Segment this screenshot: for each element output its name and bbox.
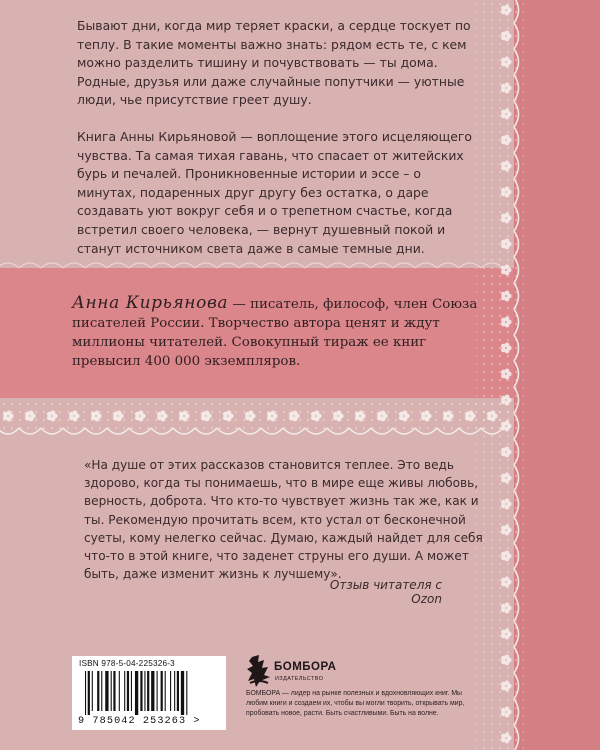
author-bio: — писатель, философ, член Союза писателей России. Творчество автора ценят и ждут миллионы читателей. Совокупный тираж ее книг превысил 400 000 экземпляров. xyxy=(72,297,478,369)
bombora-logo-icon xyxy=(246,653,272,687)
description-paragraph: Книга Анны Кирьяновой — воплощение этого исцеляющего чувства. Та самая тихая гавань, что спасает от житейских бурь и печалей. Проникновенные истории и эссе – о минутах, подаренных друг другу без остатка, о даре создавать уют вокруг себя и о трепетном счастье, когда встретил своего человека, — вернут душевный покой и станут источником света даже в самые темные дни. xyxy=(77,129,472,256)
publisher-name: БОМБОРА xyxy=(274,661,337,673)
barcode-bars xyxy=(85,671,219,715)
intro-paragraph: Бывают дни, когда мир теряет краски, а сердце тоскует по теплу. В такие моменты важно знать: рядом есть те, с кем можно разделить тишину и почувствовать — ты дома. Родные, друзья или даже случайные попутчики — уютные люди, чье присутствие греет душу. xyxy=(77,18,471,108)
barcode-digits: 9 785042 253263 > xyxy=(78,716,201,727)
author-name: Анна Кирьянова xyxy=(72,293,229,313)
publisher-subtitle: ИЗДАТЕЛЬСТВО xyxy=(275,676,324,682)
isbn-label: ISBN 978-5-04-225326-3 xyxy=(79,659,175,668)
author-info xyxy=(72,294,492,371)
publisher-description: БОМБОРА — лидер на рынке полезных и вдохновляющих книг. Мы любим книги и создаем их, чтобы вы могли творить, открывать мир, пробовать новое, расти. Быть счастливыми. Быть на волне. xyxy=(246,690,465,717)
quote-source: Отзыв читателя с Ozon xyxy=(329,578,442,606)
reader-quote: «На душе от этих рассказов становится теплее. Это ведь здорово, когда ты понимаешь, что в мире еще живы любовь, верность, доброта. Что кто-то чувствует жизнь так же, как и ты. Рекомендую прочитать всем, кто устал от бесконечной суеты, кому нелегко сейчас. Думаю, каждый найдет для себя что-то в этой книге, что заденет струны его души. А может быть, даже изменит жизнь к лучшему». xyxy=(84,458,483,582)
